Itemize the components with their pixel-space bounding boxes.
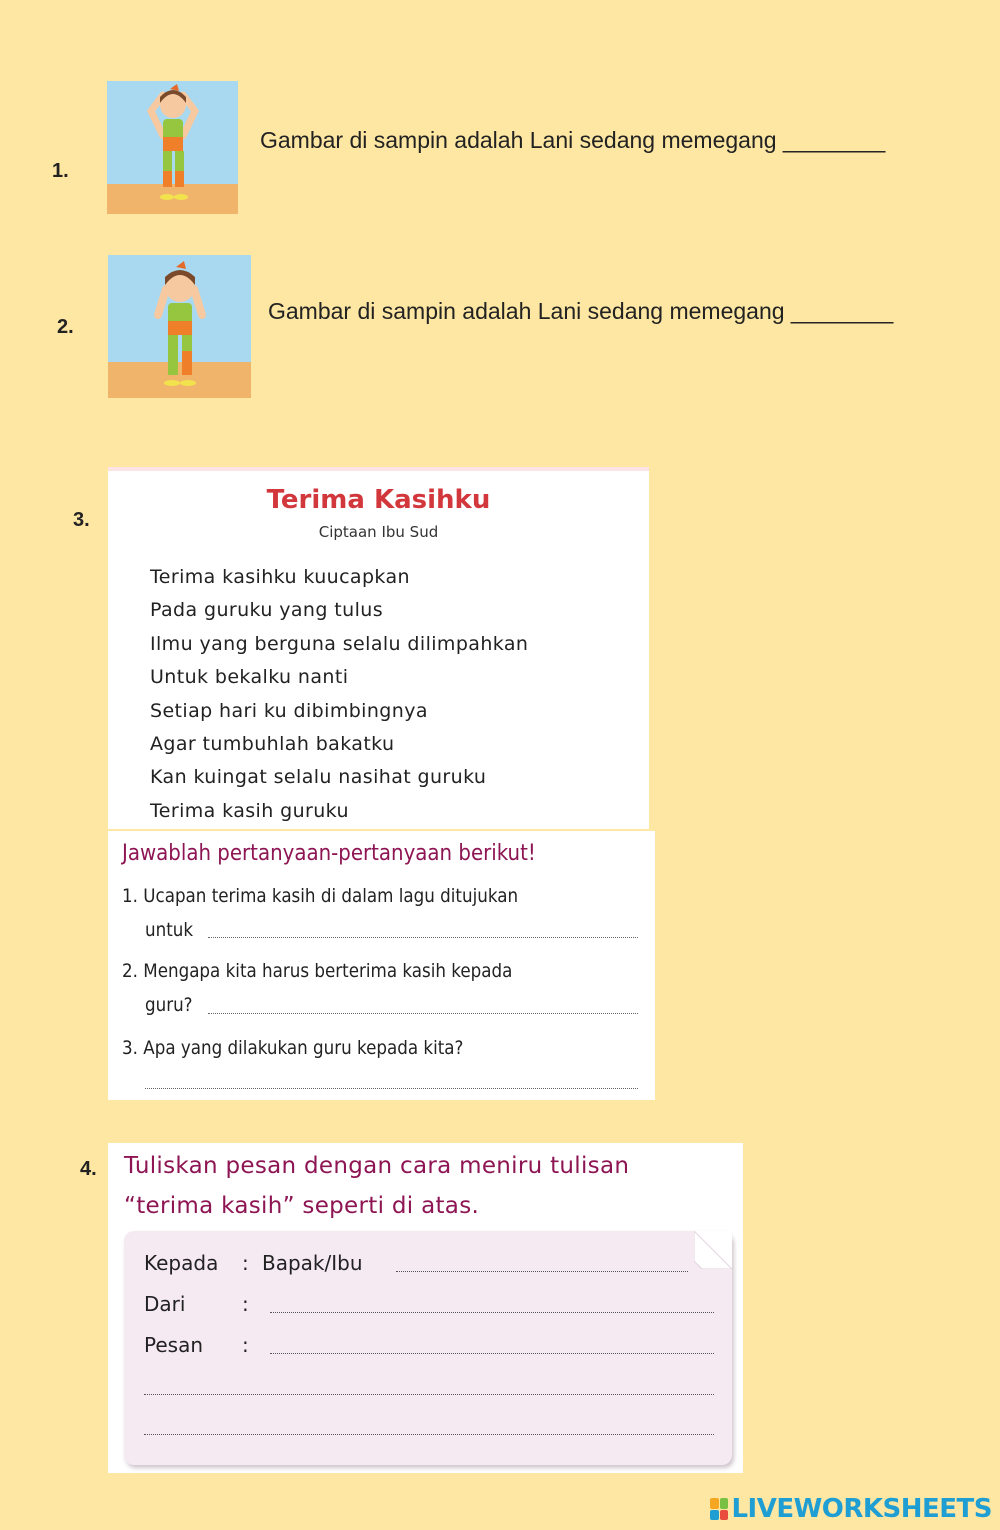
message-answer-line-1[interactable] xyxy=(270,1353,714,1354)
song-line: Terima kasih guruku xyxy=(150,799,349,822)
song-line: Ilmu yang berguna selalu dilimpahkan xyxy=(150,632,529,655)
song-card xyxy=(108,467,649,829)
message-heading-line-2: “terima kasih” seperti di atas. xyxy=(124,1193,480,1219)
question-1-number: 1. xyxy=(52,160,69,182)
song-line: Untuk bekalku nanti xyxy=(150,666,349,689)
message-heading-line-1: Tuliskan pesan dengan cara meniru tulisan xyxy=(124,1153,630,1179)
from-answer-line[interactable] xyxy=(270,1312,714,1313)
question-2-number: 2. xyxy=(57,316,74,338)
song-line: Terima kasihku kuucapkan xyxy=(150,566,410,588)
message-colon: : xyxy=(242,1333,249,1357)
questions-card xyxy=(108,831,655,1100)
message-answer-line-2[interactable] xyxy=(144,1394,714,1395)
folded-corner-icon xyxy=(694,1231,732,1269)
question-item-1: 1. Ucapan terima kasih di dalam lagu ditujukan xyxy=(122,885,519,907)
song-line: Pada guruku yang tulus xyxy=(150,599,383,622)
song-line: Setiap hari ku dibimbingnya xyxy=(150,699,428,722)
to-label: Kepada xyxy=(144,1251,219,1275)
to-answer-line[interactable] xyxy=(396,1271,688,1272)
message-note xyxy=(124,1231,732,1465)
question-item-2-cont: guru? xyxy=(145,994,193,1016)
song-line: Kan kuingat selalu nasihat guruku xyxy=(150,766,487,789)
girl-illustration-icon xyxy=(108,255,251,398)
liveworksheets-brand xyxy=(710,1494,992,1524)
question-4-number: 4. xyxy=(80,1158,97,1180)
question-3-number: 3. xyxy=(73,509,90,531)
answer-line-3[interactable] xyxy=(145,1088,638,1089)
question-item-2: 2. Mengapa kita harus berterima kasih kepada xyxy=(122,960,513,982)
song-title: Terima Kasihku xyxy=(266,485,491,515)
message-answer-line-3[interactable] xyxy=(144,1434,714,1435)
from-colon: : xyxy=(242,1292,249,1316)
song-line: Agar tumbuhlah bakatku xyxy=(150,732,395,755)
girl-holding-head-image xyxy=(107,81,238,214)
girl-covering-eyes-image xyxy=(108,255,251,398)
message-card xyxy=(108,1143,743,1473)
question-item-1-cont: untuk xyxy=(145,919,194,941)
answer-line-1[interactable] xyxy=(208,937,638,938)
song-author: Ciptaan Ibu Sud xyxy=(318,523,439,541)
song-lyrics xyxy=(150,561,528,828)
answer-line-2[interactable] xyxy=(208,1013,638,1014)
question-2-text: Gambar di sampin adalah Lani sedang memegang ________ xyxy=(268,298,894,324)
to-colon: : xyxy=(242,1251,249,1275)
liveworksheets-logo-icon xyxy=(710,1498,728,1520)
question-item-3: 3. Apa yang dilakukan guru kepada kita? xyxy=(122,1037,464,1059)
from-label: Dari xyxy=(144,1292,186,1316)
girl-illustration-icon xyxy=(107,81,238,214)
questions-heading: Jawablah pertanyaan-pertanyaan berikut! xyxy=(122,841,536,866)
question-1-text: Gambar di sampin adalah Lani sedang memegang ________ xyxy=(260,127,886,153)
to-value: Bapak/Ibu xyxy=(262,1251,363,1275)
message-label: Pesan xyxy=(144,1333,204,1357)
brand-name: LIVEWORKSHEETS xyxy=(731,1494,992,1524)
